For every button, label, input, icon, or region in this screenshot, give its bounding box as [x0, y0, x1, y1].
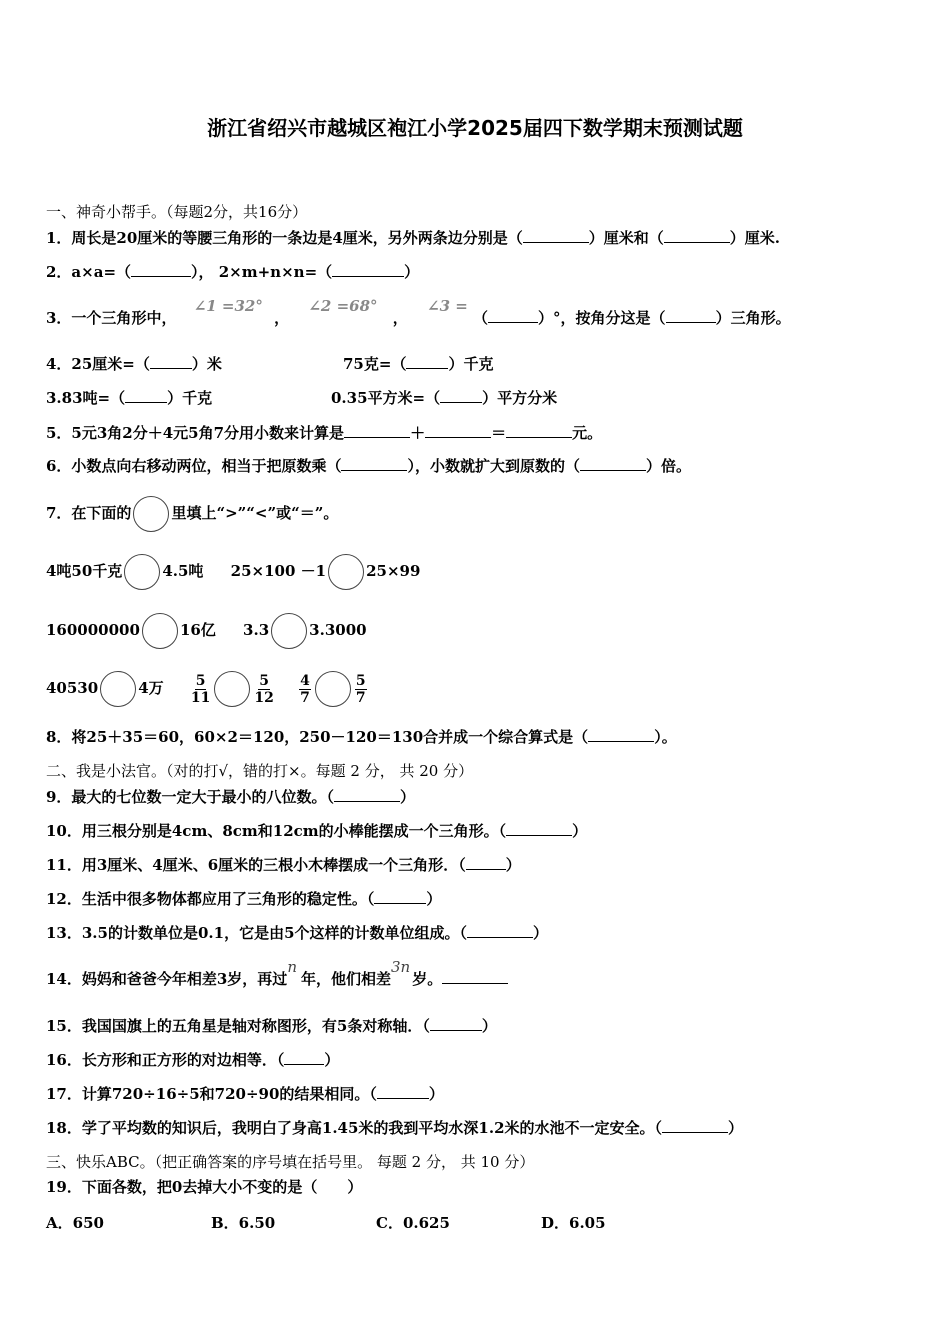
option-c[interactable]: C．0.625 — [376, 1214, 450, 1232]
question-7-row-1: 4吨50千克 4.5吨 25×100 －1 25×99 — [46, 554, 420, 590]
question-17: 17．计算720÷16÷5和720÷90的结果相同。（ ） — [46, 1085, 444, 1103]
option-b[interactable]: B．6.50 — [211, 1214, 276, 1232]
question-8: 8．将25＋35＝60，60×2＝120，250－120＝130合并成一个综合算式是（ ）。 — [46, 728, 677, 746]
section-2-heading: 二、我是小法官。（对的打√，错的打×。每题 2 分， 共 20 分） — [46, 762, 474, 780]
fraction: $\frac{4}{7}$ — [300, 672, 310, 706]
question-15: 15．我国国旗上的五角星是轴对称图形，有5条对称轴．（ ） — [46, 1017, 497, 1035]
question-9: 9．最大的七位数一定大于最小的八位数。（ ） — [46, 788, 415, 806]
compare-circle[interactable] — [315, 671, 351, 707]
question-7-row-3: 40530 4万 $\frac{5}{11}$ $\frac{5}{12}$ $\frac{4}{7}$ $\frac{5}{7}$ — [46, 672, 366, 706]
fraction: $\frac{5}{7}$ — [355, 672, 366, 706]
question-4-row-1b: 75克=（ ）千克 — [343, 355, 494, 373]
option-a[interactable]: A．650 — [46, 1214, 104, 1232]
compare-circle[interactable] — [100, 671, 136, 707]
compare-circle[interactable] — [328, 554, 364, 590]
question-5: 5．5元3角2分＋4元5角7分用小数来计算是 ＋ ＝ 元。 — [46, 424, 603, 442]
question-4-row-2b: 0.35平方米=（ ）平方分米 — [331, 389, 558, 407]
question-4-row-2: 3.83吨=（ ）千克 — [46, 389, 213, 407]
question-7-row-2: 160000000 16亿 3.3 3.3000 — [46, 613, 367, 649]
compare-circle[interactable] — [214, 671, 250, 707]
fraction: $\frac{5}{12}$ — [254, 672, 274, 706]
question-2: 2．a×a=（ ）， 2×m+n×n=（ ） — [46, 263, 420, 281]
compare-circle[interactable] — [271, 613, 307, 649]
question-18: 18．学了平均数的知识后，我明白了身高1.45米的我到平均水深1.2米的水池不一定安全。（ ） — [46, 1119, 744, 1137]
compare-circle[interactable] — [142, 613, 178, 649]
compare-circle[interactable] — [124, 554, 160, 590]
question-14: 14．妈妈和爸爸今年相差3岁，再过n年，他们相差3n岁。 — [46, 969, 508, 989]
angle-2-label: ∠2 =68° — [308, 297, 378, 315]
question-6: 6．小数点向右移动两位，相当于把原数乘（ ），小数就扩大到原数的（ ）倍。 — [46, 457, 691, 475]
question-19: 19．下面各数，把0去掉大小不变的是（ ） — [46, 1178, 363, 1196]
angle-1-label: ∠1 =32° — [193, 297, 263, 315]
question-3: 3．一个三角形中， ∠1 =32° ， ∠2 =68° ， ∠3 = （ ）°，按角分这是（ ）三角形。 — [46, 297, 791, 327]
option-d[interactable]: D．6.05 — [541, 1214, 606, 1232]
question-16: 16．长方形和正方形的对边相等．（ ） — [46, 1051, 340, 1069]
compare-circle[interactable] — [133, 496, 169, 532]
section-3-heading: 三、快乐ABC。（把正确答案的序号填在括号里。 每题 2 分， 共 10 分） — [46, 1153, 535, 1171]
question-10: 10．用三根分别是4cm、8cm和12cm的小棒能摆成一个三角形。（ ） — [46, 822, 588, 840]
angle-3-label: ∠3 = — [427, 297, 468, 315]
question-12: 12．生活中很多物体都应用了三角形的稳定性。（ ） — [46, 890, 442, 908]
question-4-row-1: 4．25厘米=（ ）米 — [46, 355, 222, 373]
question-13: 13．3.5的计数单位是0.1，它是由5个这样的计数单位组成。（ ） — [46, 924, 549, 942]
page-title: 浙江省绍兴市越城区袍江小学2025届四下数学期末预测试题 — [207, 116, 743, 140]
fraction: $\frac{5}{11}$ — [190, 672, 211, 706]
question-1: 1．周长是20厘米的等腰三角形的一条边是4厘米，另外两条边分别是（ ）厘米和（ ）厘米. — [46, 229, 781, 247]
section-1-heading: 一、神奇小帮手。（每题2分，共16分） — [46, 203, 308, 221]
question-7: 7．在下面的 里填上“>”“<”或“＝”。 — [46, 496, 338, 532]
question-11: 11．用3厘米、4厘米、6厘米的三根小木棒摆成一个三角形．（ ） — [46, 856, 521, 874]
